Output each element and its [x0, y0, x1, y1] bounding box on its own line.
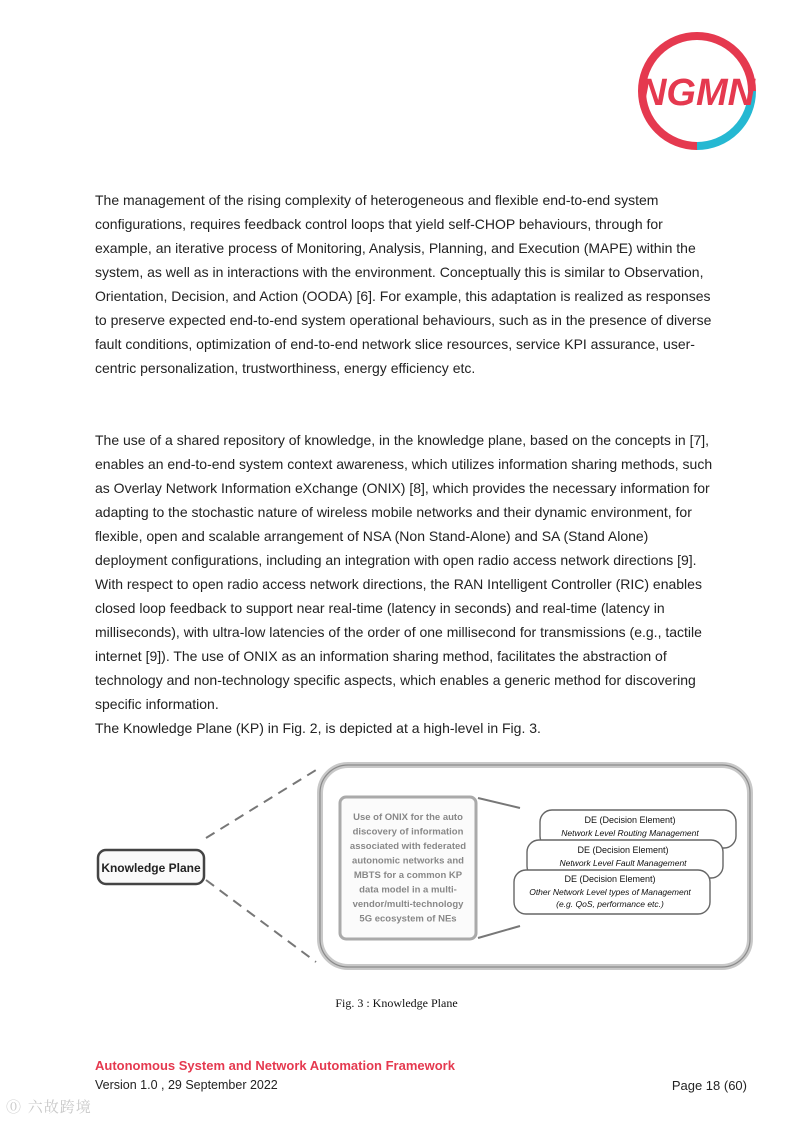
paragraph-2 — [95, 428, 715, 740]
onix-line-6: data model in a multi- — [359, 884, 457, 896]
de-routing-title: DE (Decision Element) — [584, 815, 676, 825]
page-number: Page 18 (60) — [671, 1078, 747, 1093]
de-routing-sub: Network Level Routing Management — [561, 828, 699, 838]
paragraph-1-text: The management of the rising complexity of heterogeneous and flexible end-to-end system configurations, requires feedback control loops that yield self-CHOP behaviours, through for example, an iterative process of Monitoring, Analysis, Planning, and Execution (MAPE) within the system, as well as in interactions with the environment. Conceptually this is similar to Observation, Orientation, Decision, and Action (OODA) [6]. For example, this adaptation is realized as responses to preserve expected end-to-end system operational behaviours, such as in the presence of diverse fault conditions, optimization of end-to-end network slice resources, service KPI assurance, user-centric personalization, trustworthiness, energy efficiency etc. — [95, 192, 712, 376]
footer-title: Autonomous System and Network Automation Framework — [95, 1058, 455, 1073]
figure-caption: Fig. 3 : Knowledge Plane — [335, 996, 458, 1010]
paragraph-3-text: The Knowledge Plane (KP) in Fig. 2, is depicted at a high-level in Fig. 3. — [95, 720, 541, 736]
watermark: ⓪ 六故跨境 — [6, 1098, 92, 1116]
dashed-line-lower — [206, 880, 316, 962]
knowledge-plane-label: Knowledge Plane — [101, 861, 201, 875]
de-fault-sub: Network Level Fault Management — [559, 858, 687, 868]
onix-line-5: MBTS for a common KP — [353, 870, 463, 881]
dashed-line-upper — [206, 770, 316, 838]
paragraph-1 — [95, 188, 715, 380]
onix-line-2: discovery of information — [352, 826, 464, 838]
onix-line-4: autonomic networks and — [352, 855, 464, 867]
footer-version: Version 1.0 , 29 September 2022 — [95, 1078, 278, 1092]
onix-line-8: 5G ecosystem of NEs — [359, 913, 457, 925]
onix-line-1: Use of ONIX for the auto — [353, 812, 463, 823]
onix-line-3: associated with federated — [349, 841, 467, 852]
de-other-sub: Other Network Level types of Management — [529, 887, 691, 897]
de-other-sub2: (e.g. QoS, performance etc.) — [556, 899, 664, 909]
paragraph-2-text: The use of a shared repository of knowledge, in the knowledge plane, based on the concepts in [7], enables an end-to-end system context awareness, which utilizes information sharing methods, such as Overlay Network Information eXchange (ONIX) [8], which provides the necessary information for adapting to the stochastic nature of wireless mobile networks and their dynamic environment, for flexible, open and scalable arrangement of NSA (Non Stand-Alone) and SA (Stand Alone) deployment configurations, including an integration with open radio access network directions [9]. With respect to open radio access network directions, the RAN Intelligent Controller (RIC) enables closed loop feedback to support near real-time (latency in seconds) and real-time (latency in milliseconds), with ultra-low latencies of the order of one millisecond for transmissions (e.g., tactile internet [9]). The use of ONIX as an information sharing method, facilitates the abstraction of technology and non-technology specific aspects, which enables a generic method for discovering specific information. — [95, 432, 713, 712]
logo-text: NGMN — [638, 72, 756, 114]
ngmn-logo — [636, 30, 758, 152]
knowledge-plane-figure — [88, 760, 760, 975]
onix-line-7: vendor/multi-technology — [352, 899, 464, 910]
de-other-title: DE (Decision Element) — [564, 874, 656, 884]
de-fault-title: DE (Decision Element) — [577, 845, 669, 855]
